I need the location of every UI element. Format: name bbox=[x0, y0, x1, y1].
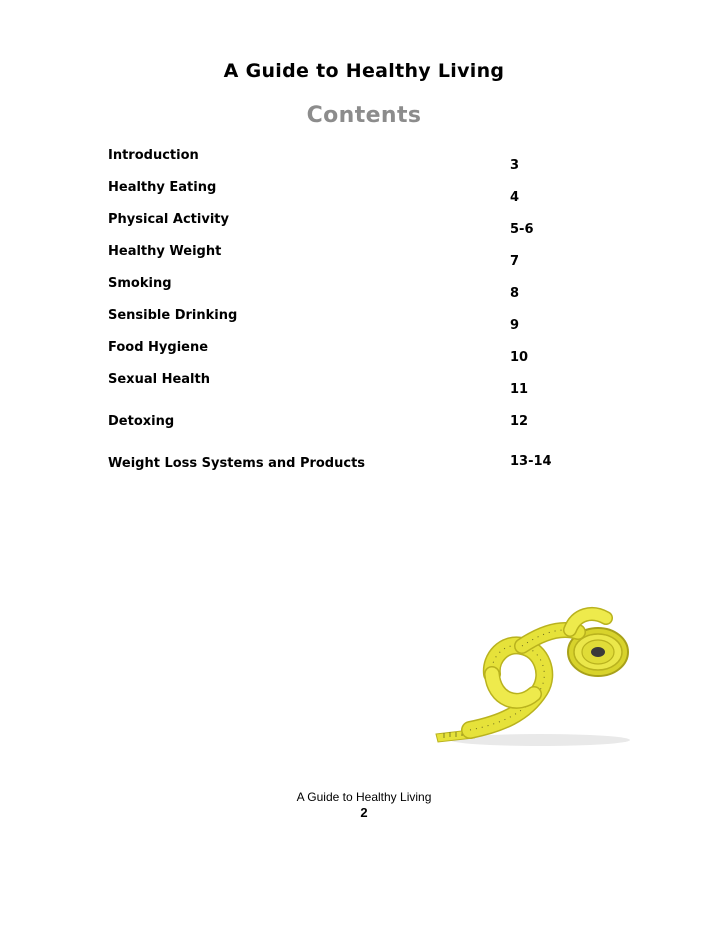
toc-entry-label: Healthy Weight bbox=[108, 244, 222, 259]
toc-entry-label: Introduction bbox=[108, 148, 199, 163]
toc-entry-healthy-eating[interactable] bbox=[108, 180, 578, 204]
toc-entry-sexual-health[interactable] bbox=[108, 372, 578, 396]
toc-entry-physical-activity[interactable] bbox=[108, 212, 578, 236]
toc-entry-label: Weight Loss Systems and Products bbox=[108, 456, 366, 471]
toc-entry-weight-loss-systems[interactable] bbox=[108, 454, 578, 478]
toc-entry-label: Food Hygiene bbox=[108, 340, 209, 355]
toc-entry-page: 8 bbox=[510, 286, 520, 301]
toc-entry-sensible-drinking[interactable] bbox=[108, 308, 578, 332]
toc-entry-smoking[interactable] bbox=[108, 276, 578, 300]
footer-page-number: 2 bbox=[360, 805, 368, 820]
toc-entry-page: 11 bbox=[510, 382, 529, 397]
toc-entry-label: Detoxing bbox=[108, 414, 175, 429]
toc-entry-introduction[interactable] bbox=[108, 148, 578, 172]
toc-entry-food-hygiene[interactable] bbox=[108, 340, 578, 364]
document-title: A Guide to Healthy Living bbox=[223, 60, 505, 82]
toc-entry-page: 9 bbox=[510, 318, 520, 333]
toc-entry-page: 13-14 bbox=[510, 454, 552, 469]
contents-heading: Contents bbox=[306, 103, 422, 128]
toc-entry-healthy-weight[interactable] bbox=[108, 244, 578, 268]
toc-entry-page: 5-6 bbox=[510, 222, 534, 237]
toc-entry-page: 12 bbox=[510, 414, 529, 429]
footer-title: A Guide to Healthy Living bbox=[296, 790, 432, 804]
toc-entry-label: Healthy Eating bbox=[108, 180, 217, 195]
toc-entry-label: Physical Activity bbox=[108, 212, 229, 227]
toc-entry-page: 4 bbox=[510, 190, 520, 205]
toc-entry-detoxing[interactable] bbox=[108, 414, 578, 438]
toc-entry-label: Sexual Health bbox=[108, 372, 210, 387]
measuring-tape-icon bbox=[430, 604, 640, 752]
toc-entry-page: 7 bbox=[510, 254, 520, 269]
toc-entry-label: Sensible Drinking bbox=[108, 308, 238, 323]
toc-entry-label: Smoking bbox=[108, 276, 172, 291]
toc-entry-page: 3 bbox=[510, 158, 520, 173]
toc-entry-page: 10 bbox=[510, 350, 529, 365]
